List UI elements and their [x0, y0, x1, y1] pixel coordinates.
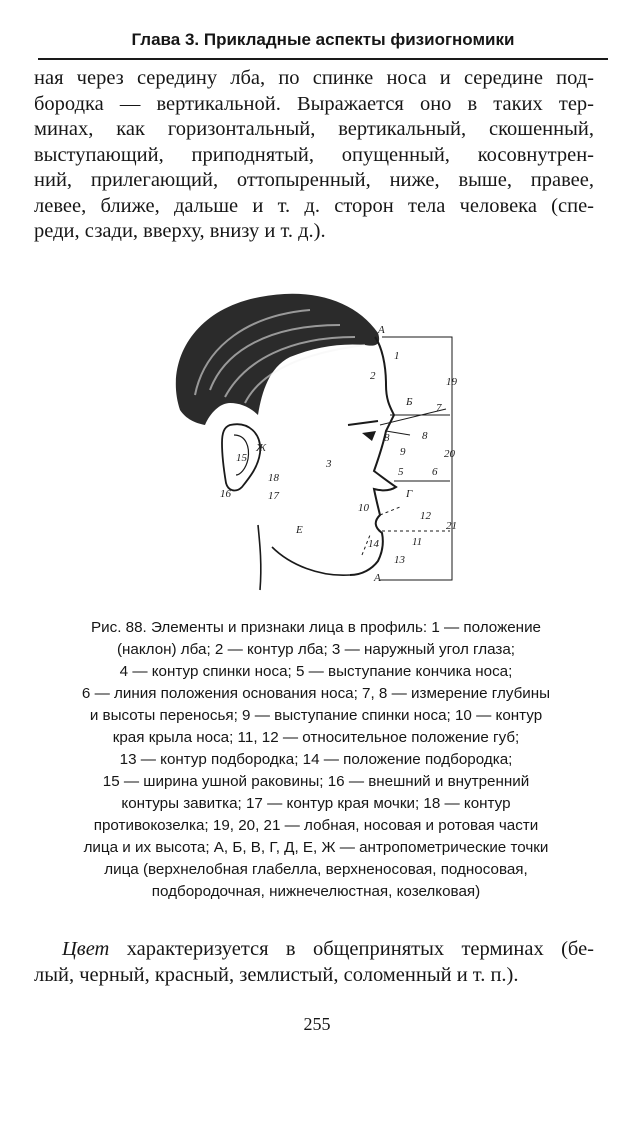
label-18: 18	[268, 472, 279, 484]
paragraph-2	[34, 936, 594, 988]
label-21: 21	[446, 520, 457, 532]
label-8a: 8	[384, 432, 390, 444]
label-10: 10	[358, 502, 369, 514]
caption-line: края крыла носа; 11, 12 — относительное положение губ;	[112, 729, 520, 746]
paragraph-1	[34, 66, 594, 245]
running-header	[38, 26, 608, 60]
label-3: 3	[326, 458, 332, 470]
brow	[348, 421, 378, 425]
text-line: реди, сзади, вверху, внизу и т. д.).	[34, 220, 326, 242]
caption-line: 13 — контур подбородка; 14 — положение подбородка;	[119, 751, 513, 768]
caption-line: подбородочная, нижнечелюстная, козелковая)	[151, 883, 481, 900]
face-profile-drawing	[150, 285, 480, 595]
text-line: левее, ближе, дальше и т. д. сторон тела человека (спе-	[34, 194, 594, 217]
caption-line: контуры завитка; 17 — контур края мочки; 18 — контур	[121, 795, 511, 812]
label-11: 11	[412, 536, 423, 548]
jaw-and-neck	[258, 525, 350, 590]
label-16: 16	[220, 488, 231, 500]
text-line	[34, 936, 594, 962]
label-13: 13	[394, 554, 405, 566]
caption-line: 6 — линия положения основания носа; 7, 8 — измерение глубины	[81, 685, 551, 702]
label-A-top: А	[378, 324, 385, 336]
caption-line: Рис. 88. Элементы и признаки лица в профиль: 1 — положение	[90, 619, 542, 636]
term-color: Цвет	[62, 938, 110, 960]
label-Zh: Ж	[256, 442, 267, 454]
figure-caption	[36, 617, 596, 903]
face-profile-figure	[150, 285, 480, 595]
label-B: Б	[406, 396, 413, 408]
label-19: 19	[446, 376, 457, 388]
label-A-bottom: А	[374, 572, 381, 584]
caption-line: 4 — контур спинки носа; 5 — выступание кончика носа;	[119, 663, 513, 680]
label-17: 17	[268, 490, 279, 502]
text-line: бородка — вертикальной. Выражается оно в таких тер-	[34, 92, 594, 115]
label-1: 1	[394, 350, 400, 362]
chapter-title: Глава 3. Прикладные аспекты физиогномики	[131, 30, 515, 49]
caption-line: 15 — ширина ушной раковины; 16 — внешний и внутренний	[102, 773, 530, 790]
text-line: минах, как горизонтальный, вертикальный, скошенный,	[34, 118, 594, 140]
text-line: ная через середину лба, по спинке носа и середине под-	[34, 67, 594, 89]
label-G: Г	[406, 488, 413, 500]
label-15: 15	[236, 452, 247, 464]
label-14: 14	[368, 538, 379, 550]
caption-line: (наклон) лба; 2 — контур лба; 3 — наружный угол глаза;	[116, 641, 516, 658]
term-definition: характеризуется в общепринятых терминах (бе-	[109, 938, 594, 960]
label-2: 2	[370, 370, 376, 382]
label-8b: 8	[422, 430, 428, 442]
caption-line: лица и их высота; А, Б, В, Г, Д, Е, Ж — антропометрические точки	[83, 839, 549, 856]
label-7: 7	[436, 402, 442, 414]
caption-line: противокозелка; 19, 20, 21 — лобная, носовая и ротовая части	[93, 817, 539, 834]
eye	[362, 431, 376, 441]
label-20: 20	[444, 448, 455, 460]
label-5: 5	[398, 466, 404, 478]
label-9: 9	[400, 446, 406, 458]
page-number: 255	[303, 1014, 331, 1034]
label-E: Е	[296, 524, 303, 536]
label-6: 6	[432, 466, 438, 478]
text-line: лый, черный, красный, землистый, соломенный и т. п.).	[34, 964, 519, 986]
label-12: 12	[420, 510, 431, 522]
caption-line: лица (верхнелобная глабелла, верхненосовая, подносовая,	[104, 861, 528, 878]
caption-line: и высоты переносья; 9 — выступание спинки носа; 10 — контур	[89, 707, 543, 724]
hair	[176, 294, 379, 425]
text-line: ний, прилегающий, оттопыренный, ниже, выше, правее,	[34, 169, 594, 191]
text-line: выступающий, приподнятый, опущенный, косовнутрен-	[34, 143, 594, 166]
